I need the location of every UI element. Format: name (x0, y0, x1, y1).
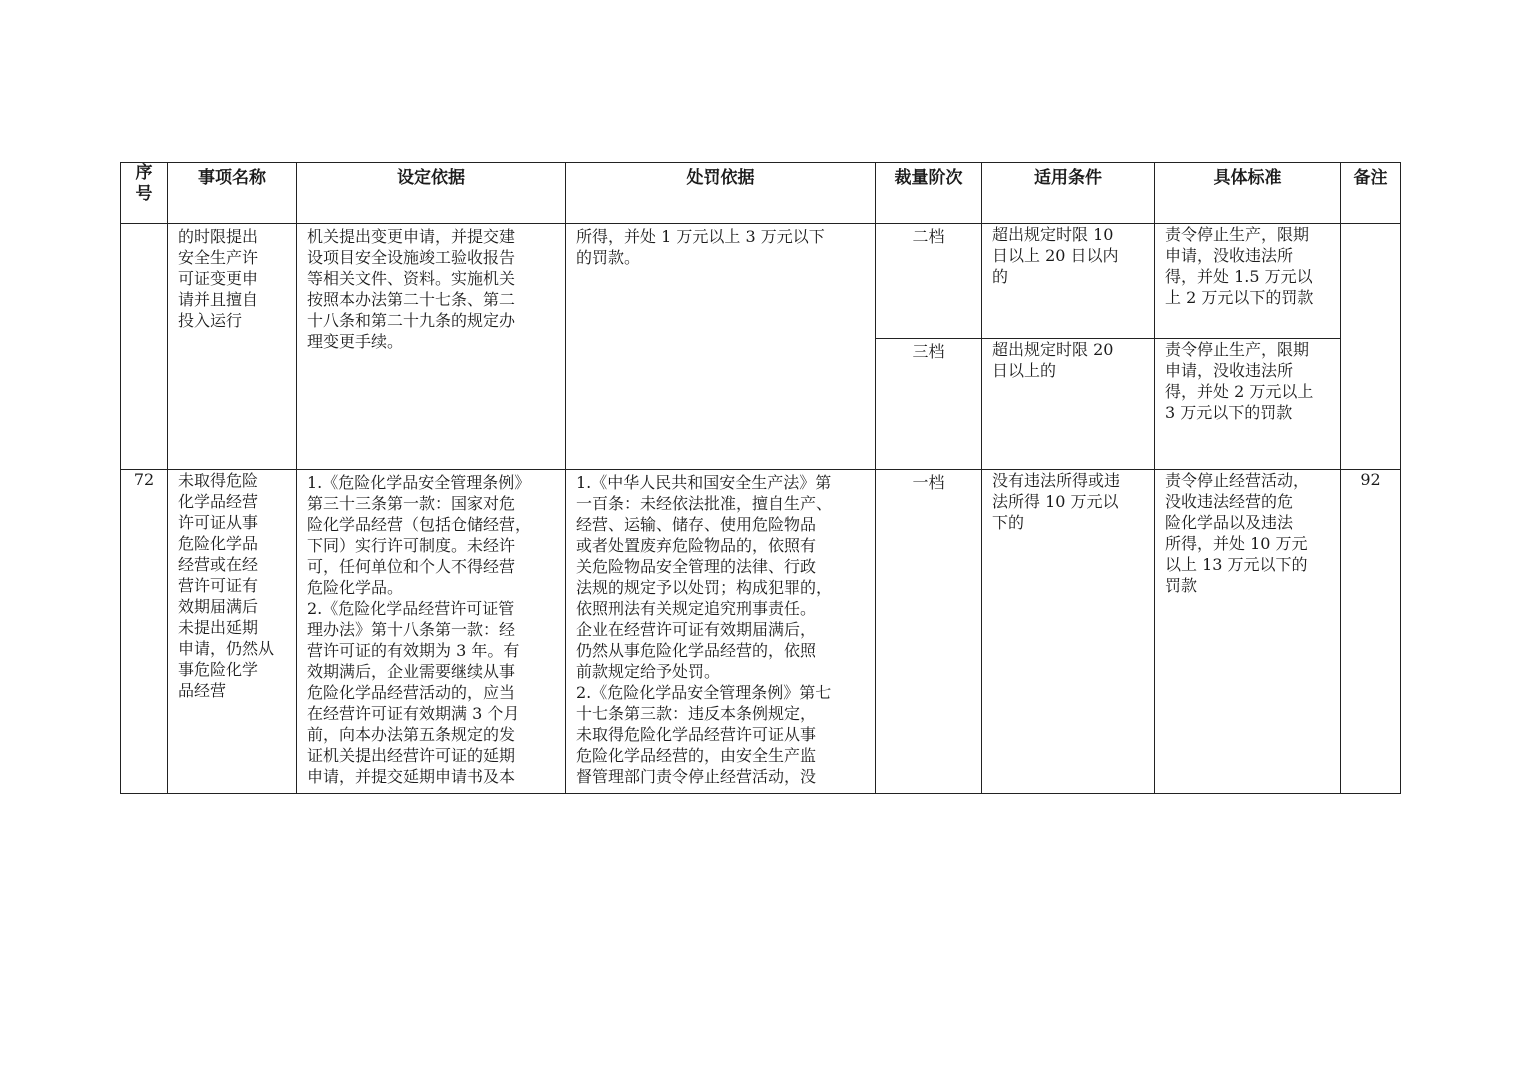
tier2-condition-cell (982, 224, 1155, 339)
row72-level: 一档 (876, 470, 982, 794)
cont-penalty-cell (566, 224, 876, 470)
header-condition: 适用条件 (982, 163, 1155, 224)
header-basis: 设定依据 (297, 163, 566, 224)
header-seq: 序 号 (121, 163, 168, 224)
row72-penalty: 1.《中华人民共和国安全生产法》第 一百条：未经依法批准，擅自生产、 经营、运输、储存、使用危险物品 或者处置废弃危险物品的，依照有 关危险物品安全管理的法律、行政 法规的规定予以处罚；构成犯罪的， 依照刑法有关规定追究刑事责任。 企业在经营许可证有效期届满后， 仍然从事危险化学品经营的，依照 前款规定给予处罚。 2.《危险化学品安全管理条例》第七 十七条第三款：违反本条例规定， 未取得危险化学品经营许可证从事 危险化学品经营的，由安全生产监 督管理部门责令停止经营活动，没 (576, 473, 833, 786)
row72-seq: 72 (121, 470, 168, 794)
cont-remark-cell (1341, 224, 1401, 470)
tier3-condition-cell (982, 339, 1155, 470)
tier3-level: 三档 (876, 339, 982, 470)
header-remark: 备注 (1341, 163, 1401, 224)
tier3-standard: 责令停止生产，限期 申请，没收违法所 得，并处 2 万元以上 3 万元以下的罚款 (1165, 340, 1314, 422)
cont-penalty-text: 所得，并处 1 万元以上 3 万元以下 的罚款。 (576, 227, 825, 267)
cont-item-cell (168, 224, 297, 470)
row72-item-cell (168, 470, 297, 794)
table-row-continued-tier2 (121, 224, 1401, 339)
row72-condition-cell (982, 470, 1155, 794)
table-row-72 (121, 470, 1401, 794)
tier2-level: 二档 (876, 224, 982, 339)
row72-standard-cell (1155, 470, 1341, 794)
tier2-standard: 责令停止生产，限期 申请，没收违法所 得，并处 1.5 万元以 上 2 万元以下的罚款 (1165, 225, 1314, 307)
cont-seq-cell (121, 224, 168, 470)
tier2-condition: 超出规定时限 10 日以上 20 日以内 的 (992, 225, 1119, 286)
row72-item: 未取得危险 化学品经营 许可证从事 危险化学品 经营或在经 营许可证有 效期届满后 未提出延期 申请，仍然从 事危险化学 品经营 (178, 471, 275, 700)
row72-penalty-cell (566, 470, 876, 794)
cont-basis-cell (297, 224, 566, 470)
header-row (121, 163, 1401, 224)
row72-basis: 1.《危险化学品安全管理条例》 第三十三条第一款：国家对危 险化学品经营（包括仓储经营， 下同）实行许可制度。未经许 可，任何单位和个人不得经营 危险化学品。 2.《危险化学品经营许可证管 理办法》第十八条第一款：经 营许可证的有效期为 3 年。有 效期满后，企业需要继续从事 危险化学品经营活动的，应当 在经营许可证有效期满 3 个月 前，向本办法第五条规定的发 证机关提出经营许可证的延期 申请，并提交延期申请书及本 (307, 473, 532, 786)
row72-remark: 92 (1341, 470, 1401, 794)
header-level: 裁量阶次 (876, 163, 982, 224)
row72-condition: 没有违法所得或违 法所得 10 万元以 下的 (992, 471, 1121, 532)
header-standard: 具体标准 (1155, 163, 1341, 224)
row72-standard: 责令停止经营活动， 没收违法经营的危 险化学品以及违法 所得，并处 10 万元 以上 13 万元以下的 罚款 (1165, 471, 1310, 595)
cont-basis-text: 机关提出变更申请，并提交建 设项目安全设施竣工验收报告 等相关文件、资料。实施机关 按照本办法第二十七条、第二 十八条和第二十九条的规定办 理变更手续。 (307, 227, 516, 351)
row72-basis-cell (297, 470, 566, 794)
penalty-standard-table (120, 162, 1401, 794)
header-penalty-basis: 处罚依据 (566, 163, 876, 224)
cont-item-text: 的时限提出 安全生产许 可证变更申 请并且擅自 投入运行 (178, 227, 259, 330)
header-item-name: 事项名称 (168, 163, 297, 224)
tier3-condition: 超出规定时限 20 日以上的 (992, 340, 1114, 380)
tier2-standard-cell (1155, 224, 1341, 339)
tier3-standard-cell (1155, 339, 1341, 470)
